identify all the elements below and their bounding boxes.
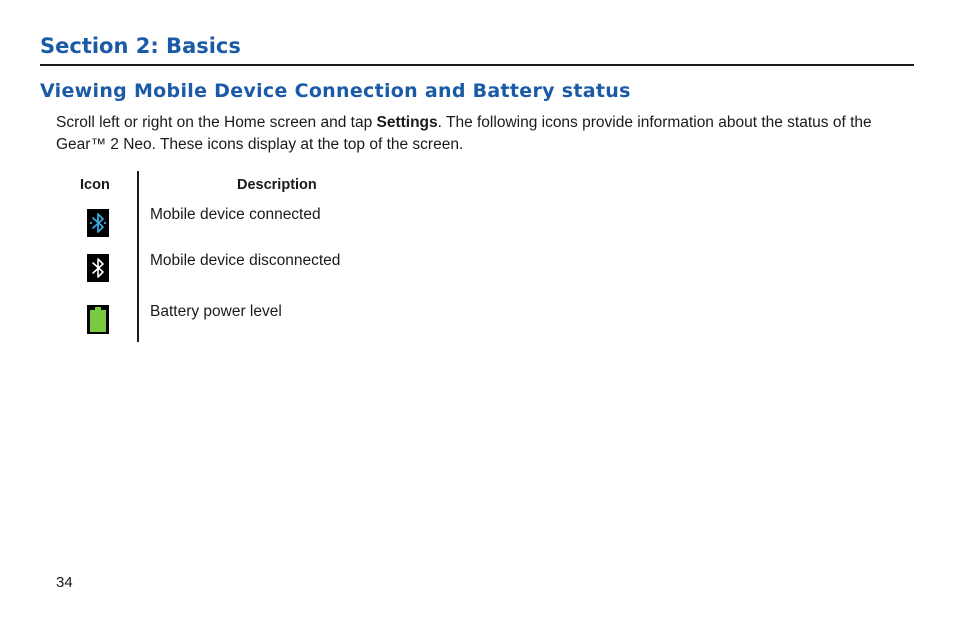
row-description-battery: Battery power level: [150, 303, 282, 320]
subsection-title: Viewing Mobile Device Connection and Battery status: [40, 80, 631, 102]
section-title: Section 2: Basics: [40, 34, 241, 58]
table-header-description: Description: [237, 177, 317, 193]
intro-text-after: . The following icons provide information about the status of the Gear™ 2 Neo. These icons display at the top of the screen.: [56, 114, 872, 153]
intro-text-before: Scroll left or right on the Home screen and tap: [56, 114, 377, 131]
table-header-icon: Icon: [80, 177, 110, 193]
bluetooth-connected-icon: [87, 209, 109, 237]
intro-paragraph: [56, 112, 918, 156]
row-description-disconnected: Mobile device disconnected: [150, 252, 341, 269]
settings-term: Settings: [376, 114, 438, 131]
status-icons-table: [56, 171, 456, 342]
bluetooth-disconnected-icon: [87, 254, 109, 282]
battery-icon: [87, 305, 109, 334]
page-number: 34: [56, 574, 73, 591]
section-divider: [40, 64, 914, 66]
row-description-connected: Mobile device connected: [150, 206, 321, 223]
table-column-divider: [137, 171, 139, 342]
